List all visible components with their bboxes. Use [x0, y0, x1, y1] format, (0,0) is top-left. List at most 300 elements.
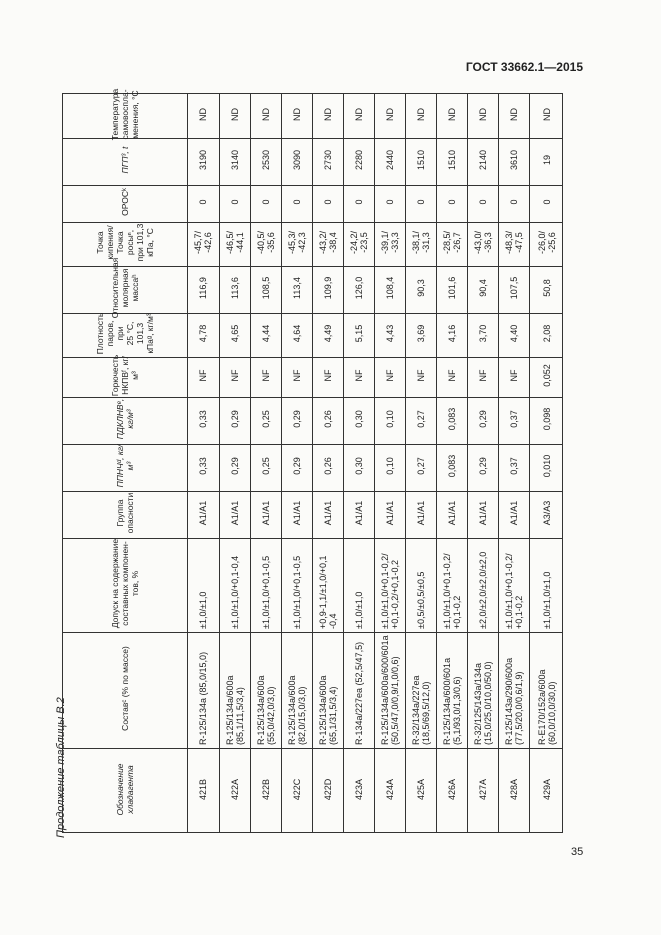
cell-tolerance-text: ±1,0/±1,0/+0,1-0,2/ +0,1-0,2/+0,1-0,2: [379, 553, 400, 629]
cell-group-text: A1/A1: [322, 500, 333, 526]
cell-vapor-density-text: 4,40: [508, 324, 519, 343]
cell-gwp-text: 2530: [260, 149, 271, 171]
cell-group: [187, 491, 219, 538]
cell-pdklnv-text: 0,25: [260, 410, 271, 428]
cell-designation: [467, 748, 498, 834]
cell-tolerance: [467, 538, 498, 632]
cell-boiling-point: [312, 222, 343, 266]
cell-autoignition-text: ND: [353, 108, 364, 121]
cell-tolerance-text: ±1,0/±1,0: [353, 591, 364, 629]
document-header: ГОСТ 33662.1—2015: [465, 60, 583, 74]
cell-tolerance: [436, 538, 467, 632]
column-header-tolerance-text: Допуск на содержание составных компонен- тов, %: [110, 538, 140, 629]
cell-flammability-text: NF: [508, 369, 519, 382]
cell-pdklnv: [405, 397, 436, 444]
cell-odp-text: 0: [260, 199, 271, 205]
cell-molar-mass-text: 108,5: [260, 276, 271, 300]
table-caption-text: Продолжение таблицы В.2: [55, 697, 67, 838]
cell-autoignition: [405, 94, 436, 138]
cell-odp: [343, 185, 374, 222]
cell-designation: [281, 748, 312, 834]
cell-ppnc: [312, 444, 343, 491]
cell-ppnc-text: 0,29: [229, 457, 240, 475]
cell-flammability: [405, 357, 436, 397]
cell-gwp: [343, 138, 374, 185]
cell-vapor-density: [281, 313, 312, 357]
cell-molar-mass: [405, 266, 436, 313]
column-header-designation-text: Обозначение хладагента: [115, 763, 135, 816]
cell-designation: [250, 748, 281, 834]
cell-designation-text: 422D: [322, 778, 333, 801]
cell-pdklnv-text: 0,29: [291, 410, 302, 428]
cell-flammability: [250, 357, 281, 397]
cell-autoignition: [343, 94, 374, 138]
cell-vapor-density: [529, 313, 564, 357]
cell-pdklnv-text: 0,37: [508, 410, 519, 428]
cell-tolerance-text: ±1,0/±1,0/+0,1-0,4: [229, 555, 240, 629]
cell-ppnc: [281, 444, 312, 491]
cell-ppnc: [187, 444, 219, 491]
cell-autoignition: [312, 94, 343, 138]
cell-boiling-point: [467, 222, 498, 266]
cell-ppnc-text: 0,010: [541, 454, 552, 478]
cell-group-text: A1/A1: [415, 500, 426, 526]
cell-group-text: A1/A1: [477, 500, 488, 526]
cell-composition: [467, 632, 498, 748]
cell-composition-text: R-E170/152a/600a (60,0/10,0/30,0): [536, 669, 557, 745]
cell-designation-text: 429A: [541, 778, 552, 801]
cell-autoignition-text: ND: [541, 108, 552, 121]
cell-composition-text: R-125/134a/600a (55,0/42,0/3,0): [255, 675, 276, 745]
data-table: [62, 88, 563, 833]
column-header-tolerance: [63, 538, 187, 632]
cell-odp: [281, 185, 312, 222]
column-header-gwp: [63, 138, 187, 185]
cell-group: [436, 491, 467, 538]
cell-autoignition-text: ND: [260, 108, 271, 121]
cell-autoignition-text: ND: [229, 108, 240, 121]
cell-composition-text: R-32/134a/227ea (18,5/69,5/12,0): [410, 675, 431, 745]
cell-autoignition: [436, 94, 467, 138]
cell-designation-text: 422A: [229, 778, 240, 801]
cell-pdklnv: [219, 397, 250, 444]
cell-flammability-text: NF: [260, 369, 271, 382]
cell-pdklnv: [187, 397, 219, 444]
cell-tolerance-text: ±2,0/±2,0/±2,0/±2,0: [477, 551, 488, 629]
column-header-flammability-text: Горючесть НКПВᶠ, кг/м³: [110, 354, 140, 397]
cell-gwp: [529, 138, 564, 185]
cell-group: [250, 491, 281, 538]
cell-boiling-point-text: -24,2/ -23,5: [348, 231, 369, 255]
cell-boiling-point: [281, 222, 312, 266]
cell-odp: [498, 185, 529, 222]
cell-flammability: [219, 357, 250, 397]
cell-pdklnv: [467, 397, 498, 444]
cell-composition: [281, 632, 312, 748]
column-header-group: [63, 491, 187, 538]
cell-odp-text: 0: [415, 199, 426, 205]
cell-ppnc: [219, 444, 250, 491]
cell-flammability-text: NF: [322, 369, 333, 382]
cell-flammability: [343, 357, 374, 397]
cell-tolerance: [281, 538, 312, 632]
cell-gwp-text: 2730: [322, 149, 333, 171]
cell-flammability: [498, 357, 529, 397]
cell-pdklnv-text: 0,29: [229, 410, 240, 428]
column-header-pdklnv: [63, 397, 187, 444]
cell-odp-text: 0: [541, 199, 552, 205]
cell-flammability-text: NF: [477, 369, 488, 382]
cell-group-text: A1/A1: [229, 500, 240, 526]
cell-molar-mass: [467, 266, 498, 313]
cell-autoignition-text: ND: [477, 108, 488, 121]
cell-gwp-text: 1510: [415, 149, 426, 171]
cell-designation-text: 426A: [446, 778, 457, 801]
cell-flammability-text: NF: [198, 369, 208, 382]
cell-boiling-point: [405, 222, 436, 266]
cell-group: [498, 491, 529, 538]
cell-boiling-point-text: -43,2/ -38,4: [317, 231, 338, 255]
cell-composition: [436, 632, 467, 748]
cell-gwp: [374, 138, 405, 185]
cell-molar-mass: [529, 266, 564, 313]
cell-pdklnv-text: 0,29: [477, 410, 488, 428]
cell-ppnc-text: 0,083: [446, 454, 457, 478]
cell-pdklnv: [374, 397, 405, 444]
cell-gwp: [187, 138, 219, 185]
column-header-molar-mass-text: Относительная молярная массаʰ: [110, 257, 140, 319]
cell-odp: [529, 185, 564, 222]
cell-boiling-point-text: -46,5/ -44,1: [224, 231, 245, 255]
cell-ppnc-text: 0,10: [384, 457, 395, 475]
cell-gwp-text: 3140: [229, 149, 240, 171]
column-header-autoignition: [63, 88, 187, 141]
cell-vapor-density-text: 4,78: [198, 324, 208, 343]
cell-odp-text: 0: [384, 199, 395, 205]
column-header-ppnc: [63, 444, 187, 491]
cell-tolerance-text: ±1,0/±1,0/+0,1-0,5: [291, 555, 302, 629]
cell-designation: [343, 748, 374, 834]
cell-boiling-point: [219, 222, 250, 266]
cell-pdklnv: [312, 397, 343, 444]
cell-gwp: [467, 138, 498, 185]
cell-flammability: [436, 357, 467, 397]
cell-vapor-density: [187, 313, 219, 357]
cell-vapor-density: [219, 313, 250, 357]
cell-gwp: [312, 138, 343, 185]
cell-group-text: A1/A1: [291, 500, 302, 526]
cell-boiling-point-text: -48,3/ -47,5: [503, 231, 524, 255]
cell-flammability-text: NF: [291, 369, 302, 382]
column-header-group-text: Группа опасности: [115, 492, 135, 534]
cell-ppnc: [467, 444, 498, 491]
cell-group: [374, 491, 405, 538]
cell-odp: [187, 185, 219, 222]
cell-odp-text: 0: [291, 199, 302, 205]
cell-molar-mass-text: 113,4: [291, 277, 302, 299]
cell-designation: [498, 748, 529, 834]
cell-designation: [219, 748, 250, 834]
cell-composition-text: R-125/134a/600/601a (5,1/93,0/1,3/0,6): [441, 657, 462, 745]
cell-odp-text: 0: [322, 199, 333, 205]
cell-molar-mass-text: 50,8: [541, 279, 552, 297]
cell-vapor-density: [436, 313, 467, 357]
cell-pdklnv-text: 0,083: [446, 407, 457, 431]
column-header-vapor-density-text: Плотность паров, при 25 °С, 101,3 кПаᵍ, кг/м³: [95, 312, 155, 355]
cell-flammability-text: NF: [384, 369, 395, 382]
cell-tolerance: [529, 538, 564, 632]
cell-vapor-density-text: 4,49: [322, 324, 333, 343]
cell-boiling-point-text: -39,1/ -33,3: [379, 231, 400, 255]
cell-gwp: [436, 138, 467, 185]
cell-composition-text: R-125/134a/600a/600/601a (50,5/47,0/0,9/1,0/0,6): [379, 635, 400, 745]
cell-tolerance: [498, 538, 529, 632]
column-header-pdklnv-text: ПДКЛНВᵉ, кг/м³: [115, 398, 135, 440]
cell-autoignition-text: ND: [415, 108, 426, 121]
cell-tolerance: [187, 538, 219, 632]
cell-tolerance-text: ±1,0/±1,0/+0,1-0,5: [260, 555, 271, 629]
cell-boiling-point: [374, 222, 405, 266]
cell-designation-text: 428A: [508, 778, 519, 801]
cell-tolerance: [405, 538, 436, 632]
cell-tolerance-text: ±1,0/±1,0/+0,1-0,2/ +0,1-0,2: [441, 553, 462, 629]
cell-group-text: A1/A1: [198, 500, 208, 526]
cell-designation: [529, 748, 564, 834]
cell-molar-mass-text: 90,4: [477, 279, 488, 297]
cell-autoignition-text: ND: [322, 108, 333, 121]
cell-flammability: [529, 357, 564, 397]
column-header-gwp-text: ПГП³, t: [120, 146, 130, 174]
page-number: 35: [571, 846, 584, 858]
cell-designation-text: 427A: [477, 778, 488, 801]
cell-tolerance: [374, 538, 405, 632]
cell-autoignition: [498, 94, 529, 138]
cell-vapor-density: [250, 313, 281, 357]
cell-autoignition: [281, 94, 312, 138]
cell-composition: [250, 632, 281, 748]
cell-pdklnv: [281, 397, 312, 444]
cell-vapor-density-text: 5,15: [353, 324, 364, 343]
cell-designation: [312, 748, 343, 834]
cell-odp: [250, 185, 281, 222]
cell-composition-text: R-125/143a/290/600a (77,5/20,0/0,6/1,9): [503, 657, 524, 745]
cell-flammability-text: NF: [353, 369, 364, 382]
cell-boiling-point-text: -40,5/ -35,6: [255, 231, 276, 255]
cell-autoignition: [187, 94, 219, 138]
cell-pdklnv: [498, 397, 529, 444]
cell-pdklnv: [343, 397, 374, 444]
cell-gwp-text: 1510: [446, 149, 457, 171]
cell-odp: [436, 185, 467, 222]
cell-odp: [312, 185, 343, 222]
cell-odp: [467, 185, 498, 222]
cell-boiling-point-text: -45,7/ -42,6: [193, 231, 213, 255]
cell-composition: [312, 632, 343, 748]
cell-flammability: [312, 357, 343, 397]
cell-autoignition: [467, 94, 498, 138]
cell-composition: [374, 632, 405, 748]
cell-vapor-density-text: 4,64: [291, 324, 302, 343]
cell-odp-text: 0: [353, 199, 364, 205]
cell-composition-text: R-125/134a/600a (85,1/11,5/3,4): [224, 675, 245, 745]
cell-molar-mass: [498, 266, 529, 313]
cell-pdklnv-text: 0,098: [541, 407, 552, 431]
cell-tolerance-text: ±0,5/±0,5/±0,5: [415, 571, 426, 629]
cell-autoignition-text: ND: [291, 108, 302, 121]
cell-molar-mass: [187, 266, 219, 313]
cell-designation: [187, 748, 219, 834]
cell-group-text: A1/A1: [260, 500, 271, 526]
cell-pdklnv-text: 0,33: [198, 410, 208, 428]
cell-ppnc-text: 0,29: [291, 457, 302, 475]
cell-flammability: [281, 357, 312, 397]
cell-composition-text: R-125/134a (85,0/15,0): [198, 651, 208, 745]
column-header-composition: [63, 632, 187, 748]
cell-flammability-text: NF: [229, 369, 240, 382]
cell-flammability-text: NF: [446, 369, 457, 382]
cell-gwp-text: 2280: [353, 149, 364, 171]
cell-molar-mass-text: 113,6: [229, 277, 240, 299]
cell-ppnc-text: 0,25: [260, 457, 271, 475]
column-header-autoignition-text: Температура самовоспла- менения, °С: [110, 88, 140, 141]
cell-tolerance: [343, 538, 374, 632]
cell-autoignition: [529, 94, 564, 138]
cell-autoignition: [250, 94, 281, 138]
cell-tolerance-text: ±1,0/±1,0/+0,1-0,2/ +0,1-0,2: [503, 553, 524, 629]
cell-vapor-density: [498, 313, 529, 357]
cell-composition: [187, 632, 219, 748]
cell-vapor-density: [467, 313, 498, 357]
cell-ppnc-text: 0,30: [353, 457, 364, 475]
cell-tolerance: [250, 538, 281, 632]
cell-boiling-point-text: -45,3/ -42,3: [286, 231, 307, 255]
cell-autoignition: [219, 94, 250, 138]
cell-composition: [405, 632, 436, 748]
cell-designation: [436, 748, 467, 834]
cell-composition: [529, 632, 564, 748]
column-header-flammability: [63, 354, 187, 397]
cell-boiling-point: [343, 222, 374, 266]
cell-molar-mass: [374, 266, 405, 313]
cell-ppnc-text: 0,29: [477, 457, 488, 475]
cell-ppnc-text: 0,37: [508, 457, 519, 475]
cell-vapor-density: [374, 313, 405, 357]
column-header-designation: [63, 748, 187, 834]
cell-odp-text: 0: [198, 199, 208, 205]
cell-ppnc: [498, 444, 529, 491]
cell-boiling-point-text: -43,0/ -36,3: [472, 231, 493, 255]
cell-autoignition: [374, 94, 405, 138]
cell-designation-text: 421B: [198, 778, 208, 801]
cell-boiling-point: [436, 222, 467, 266]
cell-pdklnv-text: 0,10: [384, 410, 395, 428]
cell-odp-text: 0: [229, 199, 240, 205]
cell-molar-mass-text: 90,3: [415, 279, 426, 297]
cell-pdklnv: [529, 397, 564, 444]
cell-vapor-density-text: 4,65: [229, 324, 240, 343]
cell-flammability: [467, 357, 498, 397]
cell-designation-text: 423A: [353, 778, 364, 801]
cell-molar-mass-text: 101,6: [446, 276, 457, 300]
cell-designation-text: 422B: [260, 778, 271, 801]
cell-tolerance: [312, 538, 343, 632]
cell-flammability-text: NF: [415, 369, 426, 382]
cell-gwp-text: 3610: [508, 149, 519, 171]
cell-vapor-density-text: 3,69: [415, 324, 426, 343]
cell-vapor-density-text: 4,44: [260, 324, 271, 343]
cell-ppnc: [250, 444, 281, 491]
cell-molar-mass-text: 116,9: [198, 277, 208, 299]
cell-autoignition-text: ND: [446, 108, 457, 121]
cell-odp-text: 0: [446, 199, 457, 205]
cell-composition-text: R-134a/227ea (52,5/47,5): [353, 641, 364, 745]
cell-ppnc: [374, 444, 405, 491]
cell-boiling-point-text: -38,1/ -31,3: [410, 231, 431, 255]
cell-ppnc: [436, 444, 467, 491]
cell-odp-text: 0: [508, 199, 519, 205]
cell-group: [529, 491, 564, 538]
cell-designation-text: 425A: [415, 778, 426, 801]
cell-gwp: [219, 138, 250, 185]
cell-molar-mass: [436, 266, 467, 313]
cell-vapor-density-text: 4,43: [384, 324, 395, 343]
cell-flammability-text: 0,052: [541, 364, 552, 387]
cell-gwp-text: 3190: [198, 149, 208, 171]
cell-composition-text: R-125/134a/600a (65,1/31,5/3,4): [317, 675, 338, 745]
cell-molar-mass: [312, 266, 343, 313]
cell-odp: [374, 185, 405, 222]
column-header-composition-text: Составᶜ (% по массе): [120, 646, 130, 731]
cell-group: [343, 491, 374, 538]
cell-gwp-text: 2140: [477, 149, 488, 171]
cell-pdklnv-text: 0,27: [415, 410, 426, 428]
cell-tolerance-text: +0,9-1,1/±1,0/+0,1 -0,4: [317, 555, 338, 629]
cell-boiling-point: [187, 222, 219, 266]
cell-pdklnv: [250, 397, 281, 444]
cell-autoignition-text: ND: [384, 108, 395, 121]
cell-vapor-density: [405, 313, 436, 357]
cell-designation: [374, 748, 405, 834]
cell-tolerance: [219, 538, 250, 632]
cell-gwp-text: 19: [541, 155, 552, 166]
cell-autoignition-text: ND: [508, 108, 519, 121]
cell-group: [312, 491, 343, 538]
cell-molar-mass: [281, 266, 312, 313]
cell-composition: [219, 632, 250, 748]
cell-molar-mass-text: 107,5: [508, 276, 519, 300]
cell-molar-mass: [343, 266, 374, 313]
cell-group: [281, 491, 312, 538]
cell-group-text: A3/A3: [541, 500, 552, 526]
column-header-odp: [63, 185, 187, 222]
cell-odp: [219, 185, 250, 222]
cell-vapor-density: [312, 313, 343, 357]
cell-ppnc: [405, 444, 436, 491]
cell-boiling-point: [250, 222, 281, 266]
column-header-odp-text: ОРОСᵏ: [120, 188, 130, 216]
cell-gwp: [281, 138, 312, 185]
column-header-boiling-point: [63, 222, 187, 266]
cell-composition: [498, 632, 529, 748]
cell-vapor-density-text: 4,16: [446, 324, 457, 343]
cell-molar-mass-text: 109,9: [322, 276, 333, 300]
column-header-vapor-density: [63, 313, 187, 357]
cell-group-text: A1/A1: [353, 500, 364, 526]
column-header-ppnc-text: ППНЧᵈ, кг/м³: [115, 444, 135, 488]
cell-ppnc-text: 0,33: [198, 457, 208, 475]
cell-group: [467, 491, 498, 538]
cell-boiling-point-text: -26,0/ -25,6: [536, 231, 557, 255]
